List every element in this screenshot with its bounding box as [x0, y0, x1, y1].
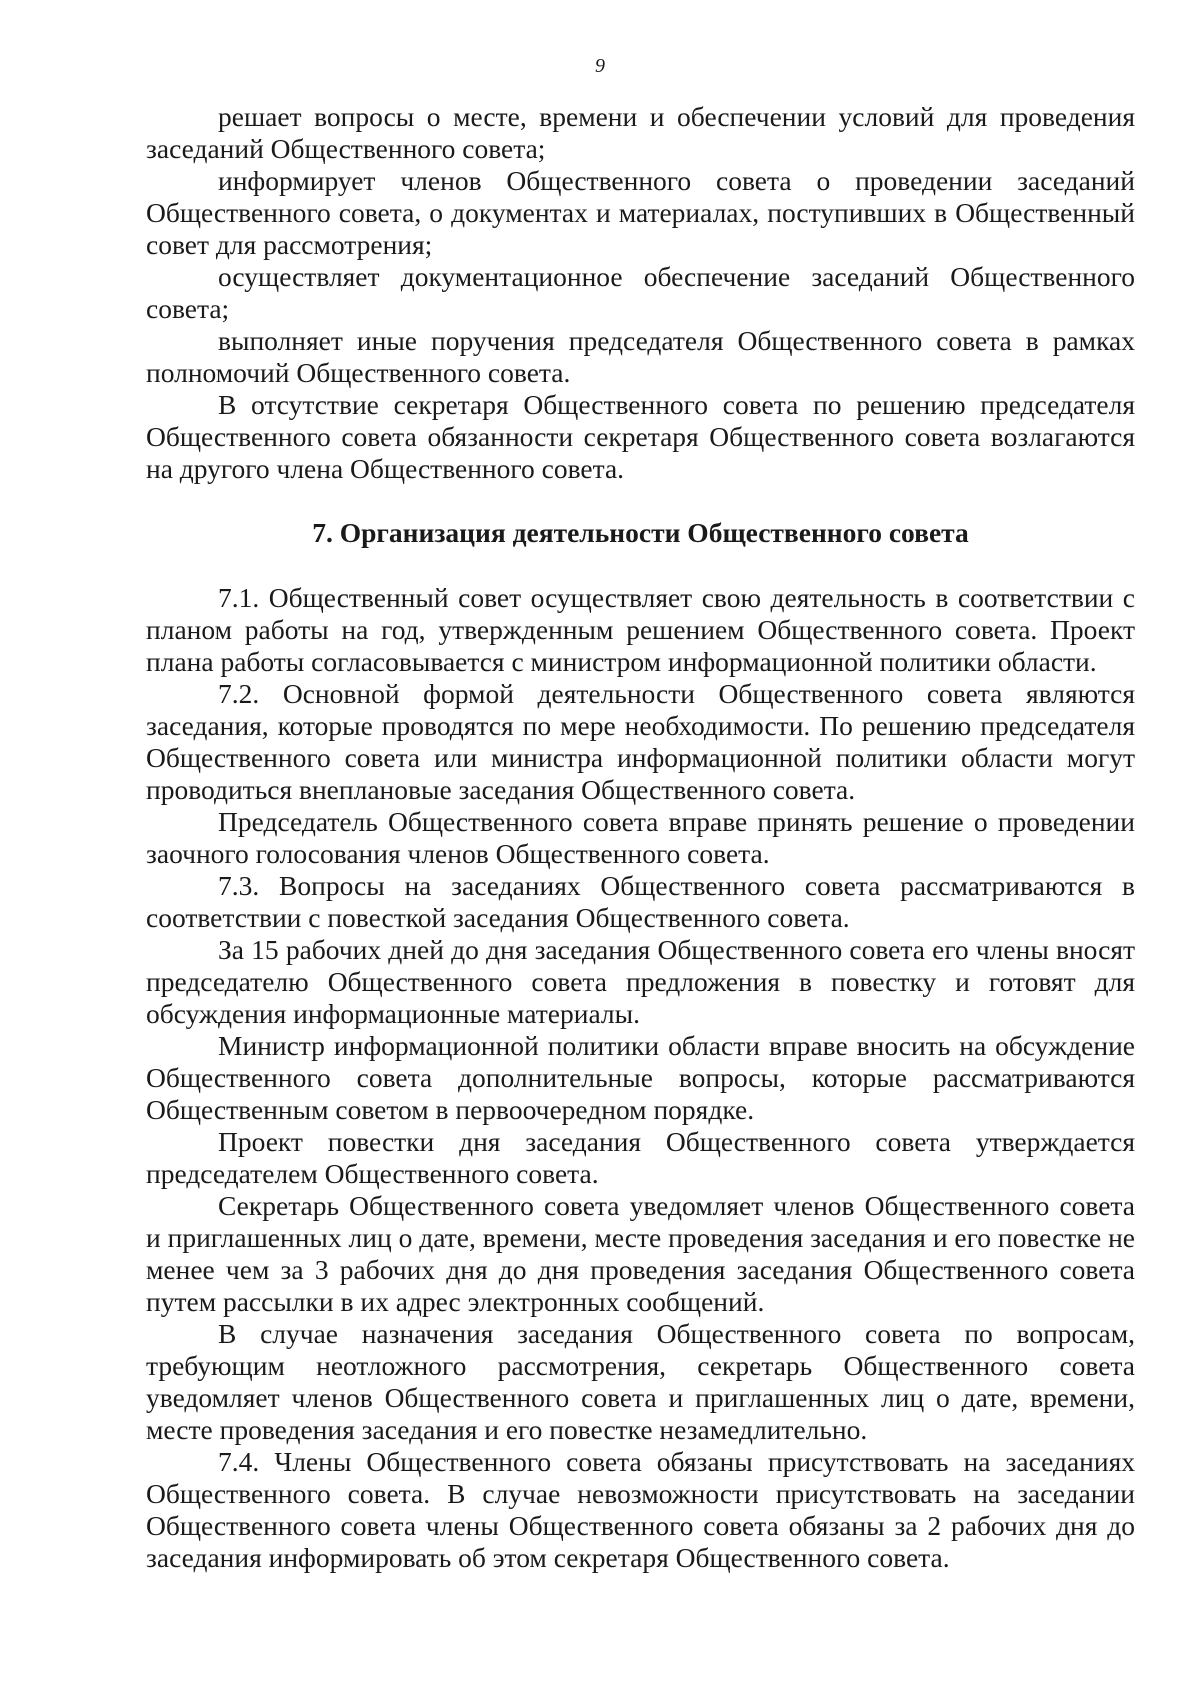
paragraph: выполняет иные поручения председателя Общественного совета в рамках полномочий Общественного совета. — [146, 325, 1135, 388]
paragraph: Проект повестки дня заседания Общественного совета утверждается председателем Общественного совета. — [146, 1126, 1135, 1189]
paragraph: В отсутствие секретаря Общественного совета по решению председателя Общественного совета обязанности секретаря Общественного совета возлагаются на другого члена Общественного совета. — [146, 389, 1135, 484]
paragraph: 7.3. Вопросы на заседаниях Общественного совета рассматриваются в соответствии с повесткой заседания Общественного совета. — [146, 870, 1135, 933]
paragraph: Секретарь Общественного совета уведомляет членов Общественного совета и приглашенных лиц о дате, времени, месте проведения заседания и его повестке не менее чем за 3 рабочих дня до дня проведения заседания Общественного совета путем рассылки в их адрес электронных сообщений. — [146, 1190, 1135, 1317]
page-number: 9 — [595, 55, 605, 77]
paragraph: 7.1. Общественный совет осуществляет свою деятельность в соответствии с планом работы на год, утвержденным решением Общественного совета. Проект плана работы согласовывается с министром информационной политики области. — [146, 582, 1135, 677]
document-body — [146, 101, 1135, 1574]
paragraph: 7.2. Основной формой деятельности Общественного совета являются заседания, которые проводятся по мере необходимости. По решению председателя Общественного совета или министра информационной политики области могут проводиться внеплановые заседания Общественного совета. — [146, 678, 1135, 805]
paragraph: За 15 рабочих дней до дня заседания Общественного совета его члены вносят председателю Общественного совета предложения в повестку и готовят для обсуждения информационные материалы. — [146, 934, 1135, 1029]
paragraph: решает вопросы о месте, времени и обеспечении условий для проведения заседаний Общественного совета; — [146, 101, 1135, 164]
paragraph: информирует членов Общественного совета о проведении заседаний Общественного совета, о документах и материалах, поступивших в Общественный совет для рассмотрения; — [146, 165, 1135, 260]
paragraph: осуществляет документационное обеспечение заседаний Общественного совета; — [146, 261, 1135, 324]
paragraph: 7.4. Члены Общественного совета обязаны присутствовать на заседаниях Общественного совета. В случае невозможности присутствовать на заседании Общественного совета члены Общественного совета обязаны за 2 рабочих дня до заседания информировать об этом секретаря Общественного совета. — [146, 1446, 1135, 1573]
paragraph: Министр информационной политики области вправе вносить на обсуждение Общественного совета дополнительные вопросы, которые рассматриваются Общественным советом в первоочередном порядке. — [146, 1030, 1135, 1125]
section-heading: 7. Организация деятельности Общественного совета — [312, 517, 969, 548]
paragraph: В случае назначения заседания Общественного совета по вопросам, требующим неотложного рассмотрения, секретарь Общественного совета уведомляет членов Общественного совета и приглашенных лиц о дате, времени, месте проведения заседания и его повестке незамедлительно. — [146, 1318, 1135, 1445]
paragraph: Председатель Общественного совета вправе принять решение о проведении заочного голосования членов Общественного совета. — [146, 806, 1135, 869]
